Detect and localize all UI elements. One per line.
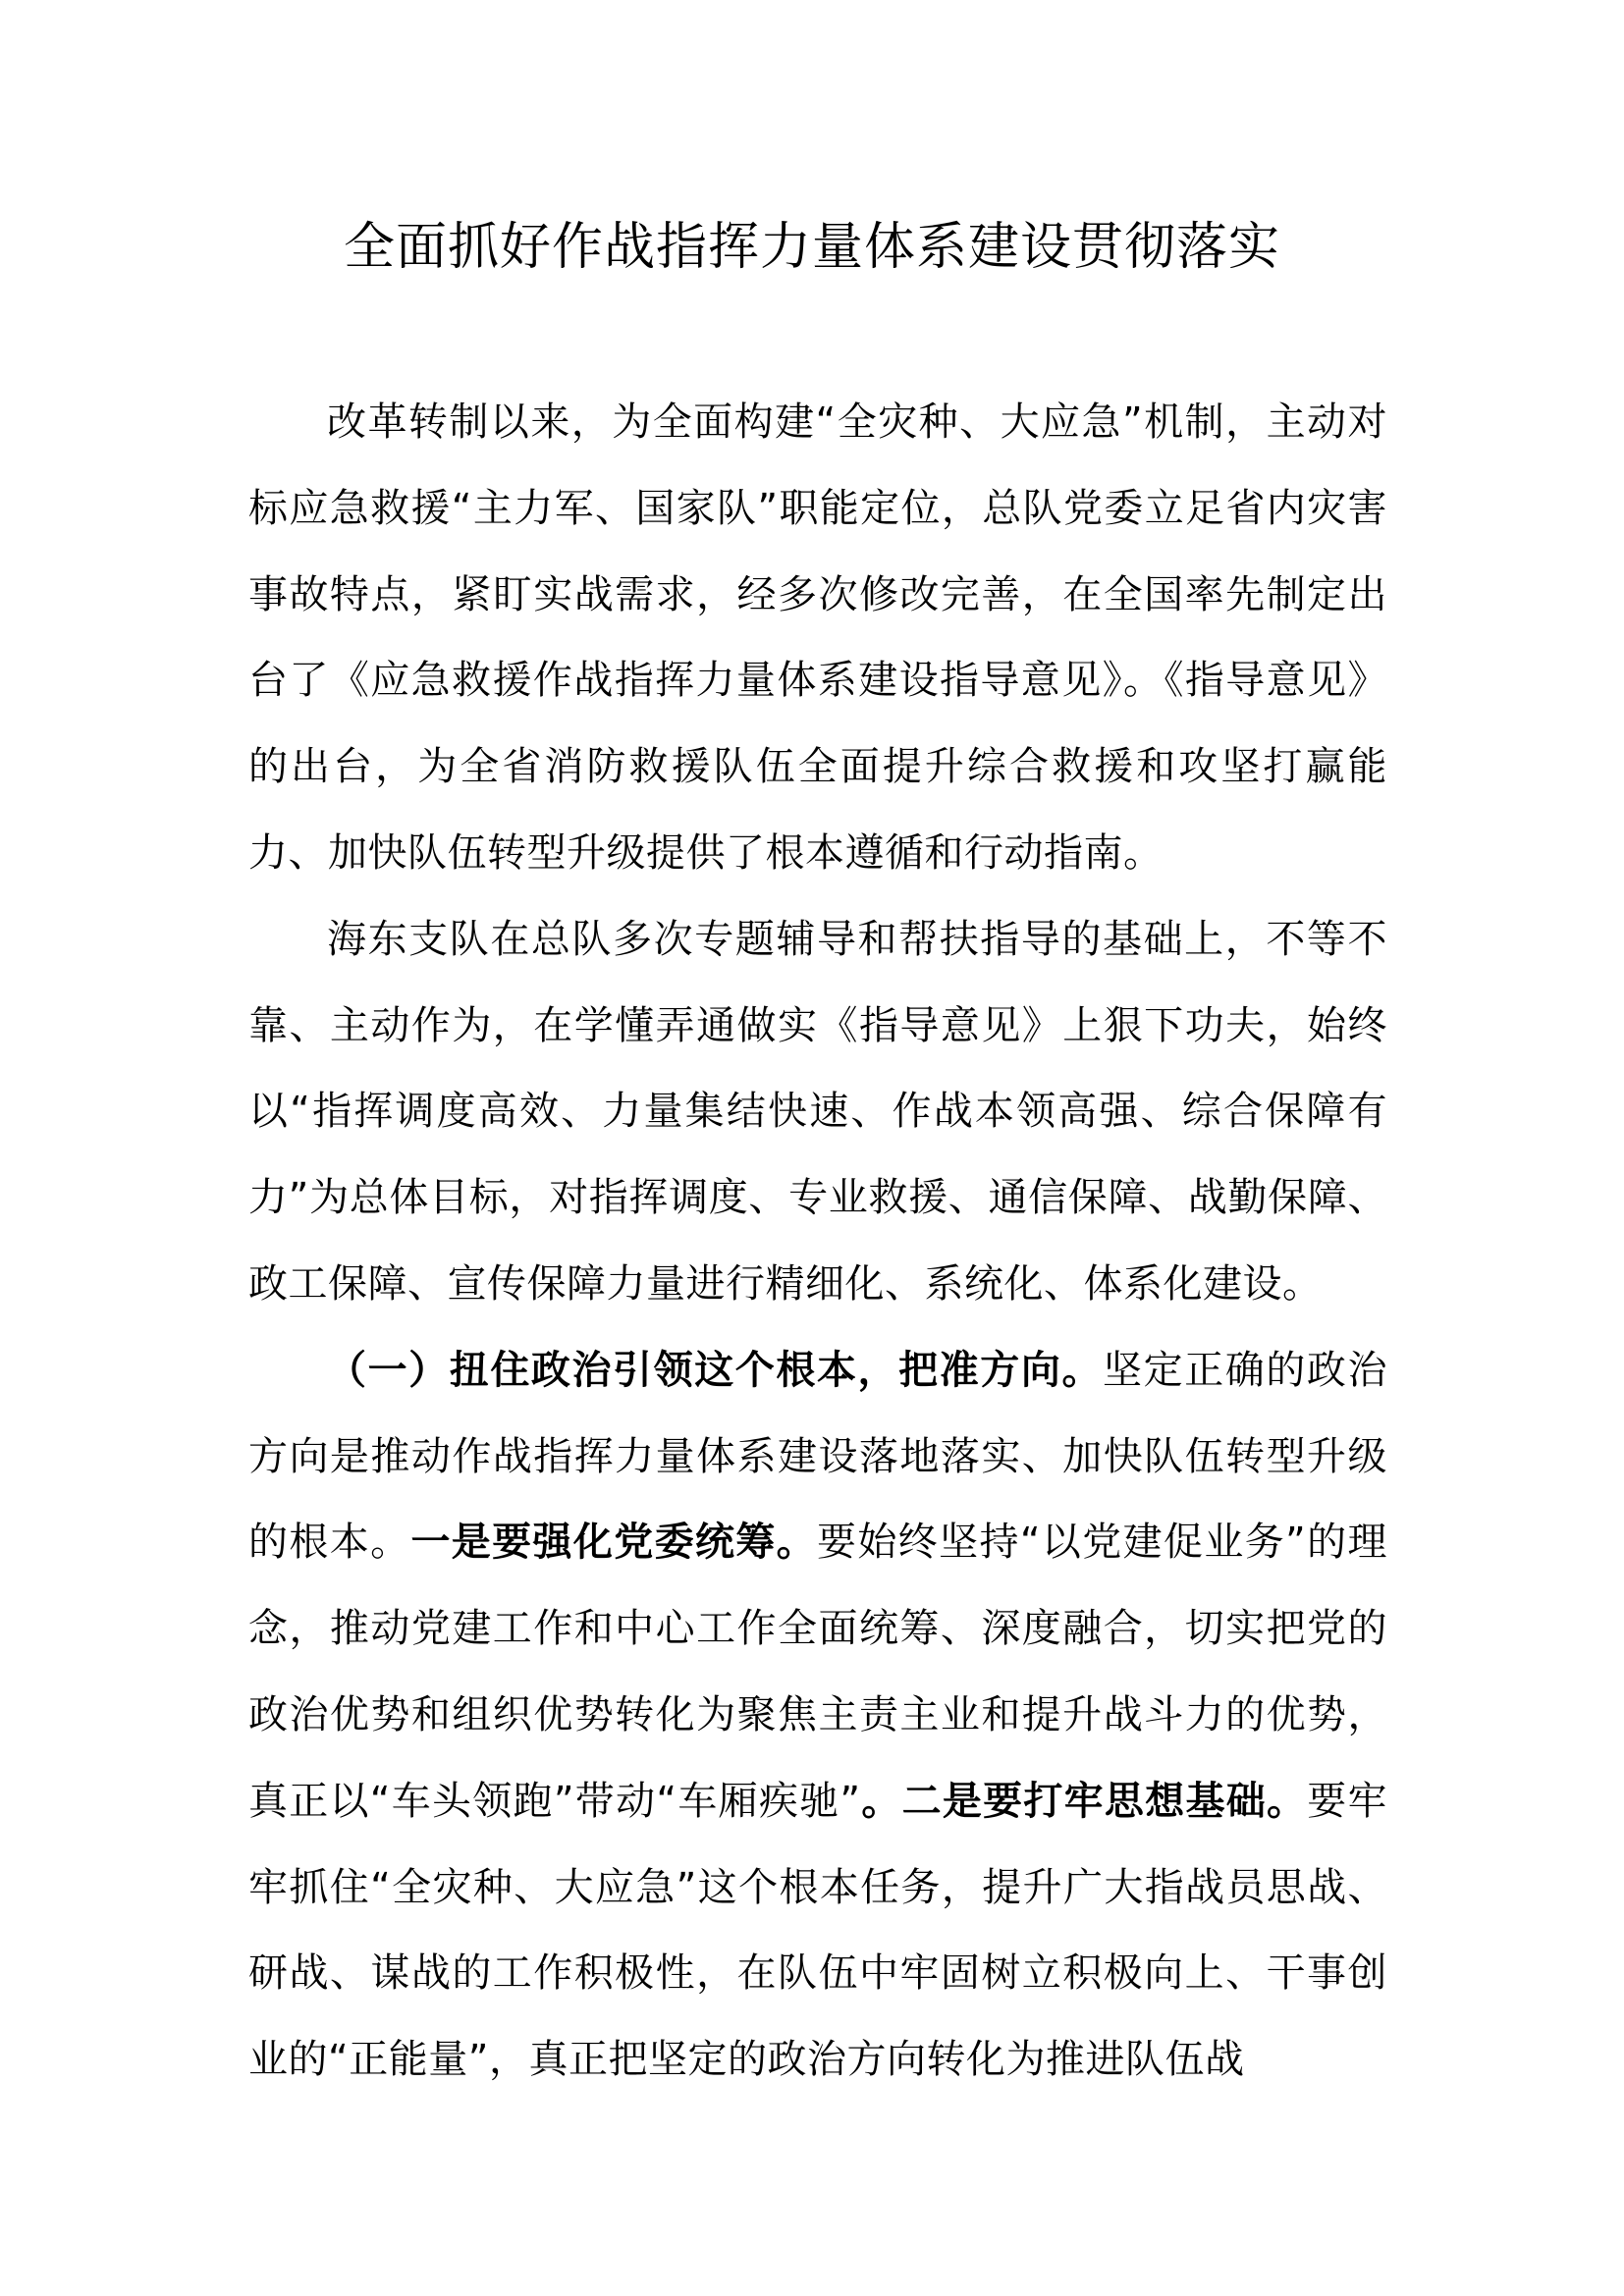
document-body <box>248 380 1387 2104</box>
paragraph-3-text-b: 要始终坚持“以党建促业务”的理念，推动党建工作和中心工作全面统筹、深度融合，切实把党的政治优势和组织优势转化为聚焦主责主业和提升战斗力的优势，真正以“车头领跑”带动“车厢疾驰” <box>248 1520 1387 1824</box>
point-heading-1: 一是要强化党委统筹。 <box>410 1520 818 1566</box>
paragraph-1-text: 改革转制以来，为全面构建“全灾种、大应急”机制，主动对标应急救援“主力军、国家队”职能定位，总队党委立足省内灾害事故特点，紧盯实战需求，经多次修改完善，在全国率先制定出台了《应急救援作战指挥力量体系建设指导意见》。《指导意见》的出台，为全省消防救援队伍全面提升综合救援和攻坚打赢能力、加快队伍转型升级提供了根本遵循和行动指南。 <box>248 400 1387 876</box>
paragraph-3-text-c: 要牢牢抓住“全灾种、大应急”这个根本任务，提升广大指战员思战、研战、谋战的工作积极性，在队伍中牢固树立积极向上、干事创业的“正能量”，真正把坚定的政治方向转化为推进队伍战 <box>248 1778 1388 2083</box>
section-heading-1: （一）扭住政治引领这个根本，把准方向。 <box>327 1347 1104 1393</box>
paragraph-3 <box>248 1328 1387 2104</box>
document-title: 全面抓好作战指挥力量体系建设贯彻落实 <box>343 218 1280 277</box>
paragraph-2 <box>248 897 1387 1328</box>
paragraph-3-text-a: 坚定正确的政治方向是推动作战指挥力量体系建设落地落实、加快队伍转型升级的根本。 <box>248 1347 1388 1566</box>
paragraph-2-text: 海东支队在总队多次专题辅导和帮扶指导的基础上，不等不靠、主动作为，在学懂弄通做实《指导意见》上狠下功夫，始终以“指挥调度高效、力量集结快速、作战本领高强、综合保障有力”为总体目标，对指挥调度、专业救援、通信保障、战勤保障、政工保障、宣传保障力量进行精细化、系统化、体系化建设。 <box>248 916 1387 1307</box>
paragraph-1 <box>248 380 1387 897</box>
point-heading-2: 。二是要打牢思想基础。 <box>860 1778 1308 1824</box>
